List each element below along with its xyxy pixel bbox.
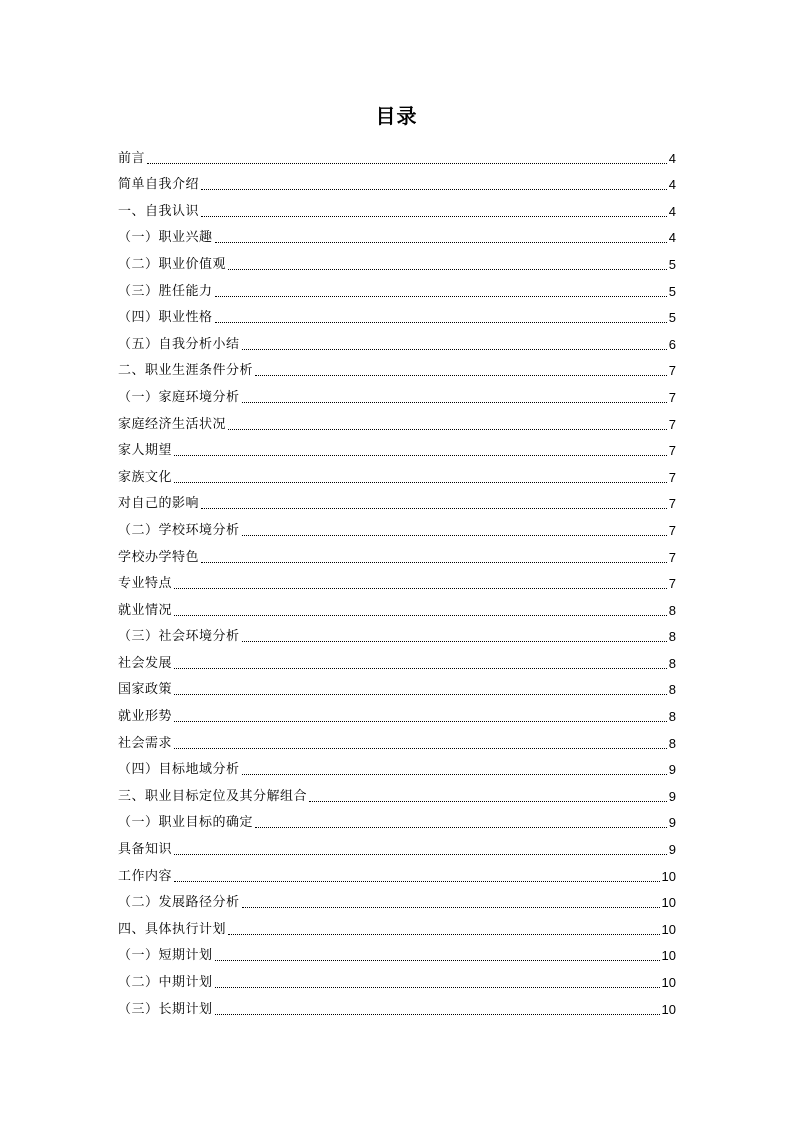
toc-entry-label: 一、自我认识 <box>118 203 200 219</box>
toc-entry-page-number: 4 <box>668 150 676 166</box>
toc-entry-page-number: 7 <box>668 496 676 512</box>
toc-entry-page-number: 7 <box>668 549 676 565</box>
toc-entry-label: （三）胜任能力 <box>118 283 213 299</box>
toc-entry-label: 二、职业生涯条件分析 <box>118 363 254 379</box>
toc-entry-page-number: 4 <box>668 230 676 246</box>
toc-entry[interactable] <box>118 301 676 328</box>
dot-leader <box>228 269 667 270</box>
toc-entry-page-number: 5 <box>668 283 676 299</box>
toc-entry-page-number: 10 <box>661 1001 676 1017</box>
toc-entry-label: 社会发展 <box>118 655 173 671</box>
toc-entry-page-number: 8 <box>668 735 676 751</box>
toc-entry-page-number: 8 <box>668 655 676 671</box>
toc-entry-label: （四）目标地域分析 <box>118 762 240 778</box>
toc-entry-page-number: 5 <box>668 310 676 326</box>
toc-entry-page-number: 7 <box>668 522 676 538</box>
page-title: 目录 <box>375 104 418 128</box>
toc-entry[interactable] <box>118 939 676 966</box>
toc-entry[interactable] <box>118 460 676 487</box>
toc-entry-label: （一）职业目标的确定 <box>118 815 254 831</box>
dot-leader <box>174 748 667 749</box>
toc-entry[interactable] <box>118 753 676 780</box>
toc-entry-label: 就业形势 <box>118 709 173 725</box>
toc-entry-label: （一）职业兴趣 <box>118 230 213 246</box>
toc-entry-label: 具备知识 <box>118 842 173 858</box>
toc-entry[interactable] <box>118 194 676 221</box>
toc-entry-label: （三）长期计划 <box>118 1001 213 1017</box>
toc-entry[interactable] <box>118 832 676 859</box>
toc-entry[interactable] <box>118 886 676 913</box>
toc-entry[interactable] <box>118 168 676 195</box>
toc-entry-page-number: 10 <box>661 921 676 937</box>
toc-entry[interactable] <box>118 354 676 381</box>
toc-entry[interactable] <box>118 965 676 992</box>
toc-entry[interactable] <box>118 806 676 833</box>
dot-leader <box>242 349 667 350</box>
dot-leader <box>174 668 667 669</box>
toc-entry-page-number: 8 <box>668 709 676 725</box>
dot-leader <box>242 402 667 403</box>
toc-entry[interactable] <box>118 567 676 594</box>
dot-leader <box>174 854 667 855</box>
toc-entry[interactable] <box>118 593 676 620</box>
toc-entry-label: 家族文化 <box>118 469 173 485</box>
toc-entry-label: （二）中期计划 <box>118 975 213 990</box>
dot-leader <box>309 801 667 802</box>
toc-entry-label: 国家政策 <box>118 682 173 698</box>
toc-entry[interactable] <box>118 221 676 248</box>
dot-leader <box>201 562 667 563</box>
dot-leader <box>174 721 667 722</box>
toc-entry[interactable] <box>118 380 676 407</box>
toc-entry[interactable] <box>118 646 676 673</box>
dot-leader <box>242 907 660 908</box>
toc-entry-label: （二）学校环境分析 <box>118 522 240 538</box>
toc-entry-page-number: 9 <box>668 815 676 831</box>
toc-entry[interactable] <box>118 912 676 939</box>
dot-leader <box>215 242 667 243</box>
toc-entry-page-number: 10 <box>661 975 676 990</box>
dot-leader <box>174 881 660 882</box>
toc-entry-label: （四）职业性格 <box>118 310 213 326</box>
toc-entry-page-number: 8 <box>668 682 676 698</box>
toc-entry-label: 对自己的影响 <box>118 496 200 512</box>
toc-entry-label: 三、职业目标定位及其分解组合 <box>118 788 308 804</box>
toc-entry-label: （二）发展路径分析 <box>118 895 240 911</box>
toc-entry[interactable] <box>118 726 676 753</box>
dot-leader <box>228 429 667 430</box>
toc-entry-page-number: 7 <box>668 416 676 432</box>
toc-entry-page-number: 5 <box>668 256 676 272</box>
dot-leader <box>174 482 667 483</box>
dot-leader <box>215 960 660 961</box>
toc-entry-label: （一）家庭环境分析 <box>118 389 240 405</box>
toc-entry-label: （二）职业价值观 <box>118 256 227 272</box>
toc-entry-label: 专业特点 <box>118 576 173 592</box>
toc-entry-label: （一）短期计划 <box>118 948 213 964</box>
toc-entry-page-number: 7 <box>668 389 676 405</box>
toc-entry-page-number: 10 <box>661 895 676 911</box>
toc-entry-label: 社会需求 <box>118 735 173 751</box>
toc-entry-label: 家庭经济生活状况 <box>118 416 227 432</box>
dot-leader <box>242 641 667 642</box>
toc-entry[interactable] <box>118 779 676 806</box>
dot-leader <box>215 987 660 988</box>
toc-entry-page-number: 7 <box>668 363 676 379</box>
toc-entry-page-number: 7 <box>668 469 676 485</box>
dot-leader <box>215 296 667 297</box>
dot-leader <box>174 615 667 616</box>
toc-entry-label: 家人期望 <box>118 443 173 459</box>
dot-leader <box>174 455 667 456</box>
toc-entry-label: 四、具体执行计划 <box>118 921 227 937</box>
toc-entry-page-number: 6 <box>668 336 676 352</box>
toc-entry-label: （三）社会环境分析 <box>118 629 240 645</box>
dot-leader <box>174 694 667 695</box>
toc-entry-page-number: 10 <box>661 948 676 964</box>
toc-entry-label: 工作内容 <box>118 868 173 884</box>
dot-leader <box>242 535 667 536</box>
dot-leader <box>201 508 667 509</box>
toc-entry[interactable] <box>118 274 676 301</box>
toc-entry[interactable] <box>118 699 676 726</box>
dot-leader <box>147 163 667 164</box>
toc-entry-page-number: 8 <box>668 602 676 618</box>
toc-entry[interactable] <box>118 407 676 434</box>
toc-entry[interactable] <box>118 992 676 1019</box>
toc-entry-label: 就业情况 <box>118 602 173 618</box>
toc-entry[interactable] <box>118 859 676 886</box>
dot-leader <box>174 588 667 589</box>
toc-entry[interactable] <box>118 513 676 540</box>
toc-entry[interactable] <box>118 540 676 567</box>
toc-entry-page-number: 7 <box>668 443 676 459</box>
toc-entry-page-number: 10 <box>661 868 676 884</box>
toc-entry-page-number: 9 <box>668 842 676 858</box>
toc-entry[interactable] <box>118 487 676 514</box>
dot-leader <box>201 189 667 190</box>
dot-leader <box>255 375 667 376</box>
dot-leader <box>242 774 667 775</box>
table-of-contents <box>118 141 676 1019</box>
toc-entry[interactable] <box>118 327 676 354</box>
toc-entry-page-number: 8 <box>668 629 676 645</box>
toc-entry[interactable] <box>118 247 676 274</box>
toc-entry-page-number: 4 <box>668 177 676 193</box>
dot-leader <box>201 216 667 217</box>
toc-entry[interactable] <box>118 620 676 647</box>
toc-entry-label: 简单自我介绍 <box>118 177 200 193</box>
dot-leader <box>228 934 660 935</box>
dot-leader <box>255 827 667 828</box>
toc-entry-page-number: 7 <box>668 576 676 592</box>
toc-entry-page-number: 9 <box>668 762 676 778</box>
toc-entry-page-number: 9 <box>668 788 676 804</box>
toc-entry-label: （五）自我分析小结 <box>118 336 240 352</box>
toc-entry[interactable] <box>118 141 676 168</box>
dot-leader <box>215 1014 660 1015</box>
toc-entry-label: 学校办学特色 <box>118 549 200 565</box>
dot-leader <box>215 322 667 323</box>
toc-entry[interactable] <box>118 673 676 700</box>
toc-entry-page-number: 4 <box>668 203 676 219</box>
toc-entry[interactable] <box>118 434 676 461</box>
toc-entry-label: 前言 <box>118 150 146 166</box>
